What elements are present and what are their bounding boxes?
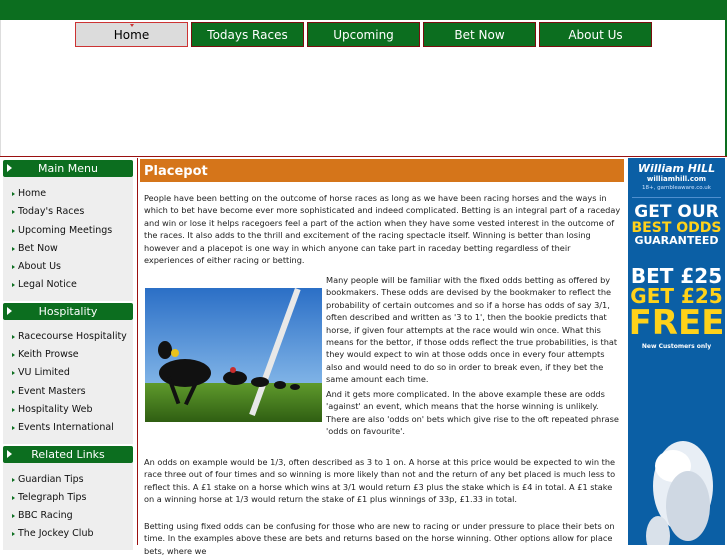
sidebar-item-label: Guardian Tips [18, 473, 84, 485]
bullet-arrow-icon [12, 210, 15, 214]
content-divider [137, 158, 138, 545]
sidebar-heading-hospitality [3, 303, 133, 320]
bullet-arrow-icon [12, 514, 15, 518]
sidebar-item-label: Today's Races [18, 206, 85, 218]
nav-tab-upcoming-meetings[interactable] [307, 22, 420, 67]
bullet-arrow-icon [12, 335, 15, 339]
odds-on-paragraph: An odds on example would be 1/3, often described as 3 to 1 on. A horse at this price would be expected to win the race three out of four times and so winning is more likely than not and the return of any bet placed is much less to reflect this. A £1 stake on a horse which wins at 3/1 would return £3 plus the stake which is £4 in total. A £1 stake on a winning horse at 1/3 would return the stake of £1 plus winnings of 33p, £1.33 in total. [144, 457, 616, 505]
bullet-arrow-icon [12, 532, 15, 536]
nav-tab-label: Todays Races [207, 28, 288, 42]
ad-divider [632, 197, 721, 198]
nav-tab-about-us[interactable] [539, 22, 652, 47]
sidebar-item-guardian-tips[interactable] [3, 471, 133, 489]
sidebar-item-label: Telegraph Tips [18, 491, 87, 503]
sidebar-item-bet-now[interactable] [3, 240, 133, 258]
sidebar-item-label: VU Limited [18, 367, 70, 379]
ad-line-4: BET £25 [630, 264, 723, 288]
odds-against-paragraph: And it gets more complicated. In the above example these are odds 'against' an event, which means that the horse winning is unlikely. There are also 'odds on' bets which give rise to the oft repeated phrase 'odds on favourite'. [326, 389, 619, 437]
bullet-arrow-icon [12, 426, 15, 430]
sidebar-item-label: The Jockey Club [18, 528, 94, 540]
ad-gamble-aware: 18+, gambleaware.co.uk [642, 185, 711, 191]
sidebar-item-label: Events International [18, 422, 114, 434]
nav-tab-label: Bet Now [454, 28, 505, 42]
ad-domain: williamhill.com [646, 175, 707, 183]
sidebar-item-about-us[interactable] [3, 258, 133, 276]
fixed-odds-confusion-paragraph: Betting using fixed odds can be confusing for those who are new to racing or under pressure to place their bets on time. In the examples above these are bets and returns based on the horse winning. Other options allow for place bets, where we [144, 521, 615, 556]
bullet-arrow-icon [12, 478, 15, 482]
nav-tab-label: About Us [568, 28, 623, 42]
nav-tab-label: Upcoming Meetings [333, 28, 394, 67]
bullet-arrow-icon [12, 283, 15, 287]
bullet-arrow-icon [12, 265, 15, 269]
bullet-arrow-icon [12, 408, 15, 412]
ad-line-5: GET £25 [630, 284, 723, 308]
header-divider [0, 156, 727, 157]
fixed-odds-paragraph: Many people will be familiar with the fixed odds betting as offered by bookmakers. These odds are devised by the bookmaker to reflect the probability of certain outcomes and so if a horse has odds of say 3/1, often described and written as '3 to 1', then the bookie predicts that horse, if given four attempts at the race would win once. What this means for the bettor, if those odds reflect the true probabilities, is that they would expect to win at those odds once in every four attempts also and would need to do so in order to break even, if they bet the same amount each time. [326, 275, 618, 385]
sidebar-list-main-menu [3, 177, 133, 301]
sidebar-item-legal-notice[interactable] [3, 276, 133, 294]
ad-line-2: BEST ODDS [631, 220, 722, 236]
bullet-arrow-icon [12, 247, 15, 251]
ad-jockey-image [628, 426, 725, 545]
sidebar-item-label: Keith Prowse [18, 349, 79, 361]
ad-line-6: FREE [628, 303, 725, 343]
active-caret-icon [130, 24, 134, 27]
sidebar-item-keith-prowse[interactable] [3, 346, 133, 364]
sidebar-item-label: Hospitality Web [18, 403, 93, 415]
ad-line-3: GUARANTEED [634, 234, 719, 247]
sidebar-item-label: Event Masters [18, 385, 86, 397]
top-bar [0, 0, 727, 20]
sidebar-heading-related-links [3, 446, 133, 463]
bullet-arrow-icon [12, 229, 15, 233]
sidebar-heading-label: Related Links [31, 447, 105, 461]
sidebar-item-jockey-club[interactable] [3, 525, 133, 543]
sidebar-heading-main-menu [3, 160, 133, 177]
sidebar-heading-label: Main Menu [38, 162, 98, 175]
sidebar-item-label: Upcoming Meetings [18, 224, 113, 236]
sidebar-heading-label: Hospitality [38, 304, 98, 318]
sidebar-item-label: BBC Racing [18, 510, 73, 522]
sidebar-item-label: Home [18, 188, 47, 199]
sidebar-item-hospitality-web[interactable] [3, 401, 133, 419]
sidebar-item-label: Racecourse Hospitality [18, 330, 127, 342]
bullet-arrow-icon [12, 371, 15, 375]
main-content [140, 158, 624, 556]
sidebar-item-racecourse-hospitality[interactable] [3, 328, 133, 346]
sidebar-item-telegraph-tips[interactable] [3, 489, 133, 507]
bullet-arrow-icon [12, 496, 15, 500]
nav-tab-label: Home [113, 28, 150, 42]
sidebar-item-home[interactable] [3, 185, 133, 203]
page-title: Placepot [140, 159, 624, 182]
ad-line-7: New Customers only [641, 343, 712, 350]
nav-tab-todays-races[interactable] [191, 22, 304, 47]
sidebar-item-todays-races[interactable] [3, 203, 133, 221]
sidebar-item-upcoming-meetings[interactable] [3, 222, 133, 240]
sidebar-item-label: Legal Notice [18, 279, 77, 291]
racing-photo [145, 288, 322, 422]
intro-paragraph: People have been betting on the outcome of horse races as long as we have been racing horses and the ways in which to bet have become ever more sophisticated and indeed complicated. Betting is an integral part of a raceday and win or lose it helps racegoers feel a part of the action when they have some vested interest in the outcome of the races. It also adds to the thrill and excitement of the racing spectacle itself. Winning is better than losing however and a placepot is one way in which anyone can take part in raceday betting regardless of their experiences of either racing or betting. [144, 193, 621, 266]
ad-line-1: GET OUR [634, 202, 719, 222]
sidebar-item-events-international[interactable] [3, 419, 133, 437]
sidebar-item-label: About Us [18, 261, 62, 273]
bullet-arrow-icon [12, 390, 15, 394]
nav-tab-bet-now[interactable] [423, 22, 536, 47]
sidebar-list-related-links [3, 463, 133, 550]
sidebar [3, 160, 133, 550]
nav-tab-home[interactable] [75, 22, 188, 47]
sidebar-list-hospitality [3, 320, 133, 444]
sidebar-item-vu-limited[interactable] [3, 364, 133, 382]
advert-banner[interactable] [628, 158, 725, 545]
sidebar-item-event-masters[interactable] [3, 383, 133, 401]
left-border [0, 20, 1, 156]
sidebar-item-label: Bet Now [18, 242, 58, 254]
sidebar-item-bbc-racing[interactable] [3, 507, 133, 525]
bullet-arrow-icon [12, 353, 15, 357]
ad-logo: William HILL [637, 162, 716, 175]
bullet-arrow-icon [12, 192, 15, 196]
